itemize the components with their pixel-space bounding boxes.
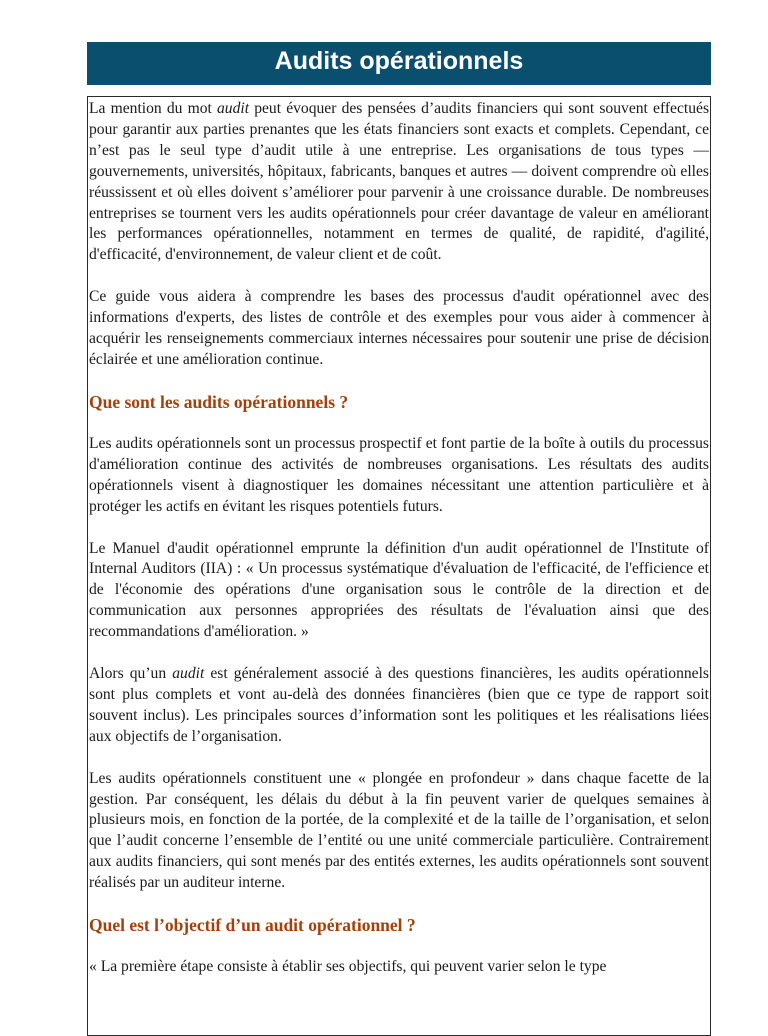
intro-paragraph-1 bbox=[89, 99, 709, 266]
section1-p3-start: Alors qu’un bbox=[89, 665, 173, 683]
section1-paragraph-1: Les audits opérationnels sont un processus prospectif et font partie de la boîte à outils du processus d'amélioration continue des activités de nombreuses organisations. Les résultats des audits opérationnels visent à diagnostiquer les domaines nécessitant une attention particulière et à protéger les actifs en évitant les risques potentiels futurs. bbox=[89, 434, 709, 515]
section1-p3-end: est généralement associé à des questions financières, les audits opérationnels sont plus complets et vont au-delà des données financières (bien que ce type de rapport soit souvent inclus). Les principales sources d’information sont les politiques et les réalisations liées aux objectifs de l’organisation. bbox=[89, 665, 709, 745]
page-title: Audits opérationnels bbox=[87, 42, 711, 85]
section1-p3-emphasis: audit bbox=[172, 665, 205, 683]
intro-text-start: La mention du mot bbox=[89, 100, 217, 117]
section1-paragraph-4: Les audits opérationnels constituent une « plongée en profondeur » dans chaque facette de la gestion. Par conséquent, les délais du début à la fin peuvent varier de quelques semaines à plusieurs mois, en fonction de la portée, de la complexité et de la taille de l’organisation, et selon que l’audit concerne l’ensemble de l’entité ou une unité commerciale particulière. Contrairement aux audits financiers, qui sont menés par des entités externes, les audits opérationnels sont souvent réalisés par un auditeur interne. bbox=[89, 769, 709, 892]
intro-emphasis: audit bbox=[217, 100, 250, 117]
section-heading-what-are: Que sont les audits opérationnels ? bbox=[89, 391, 349, 412]
intro-paragraph-2: Ce guide vous aidera à comprendre les bases des processus d'audit opérationnel avec des informations d'experts, des listes de contrôle et des exemples pour vous aider à commencer à acquérir les renseignements commerciaux internes nécessaires pour soutenir une prise de décision éclairée et une amélioration continue. bbox=[89, 288, 709, 368]
section1-paragraph-2: Le Manuel d'audit opérationnel emprunte la définition d'un audit opérationnel de l'Institute of Internal Auditors (IIA) : « Un processus systématique d'évaluation de l'efficacité, de l'efficience et de l'économie des opérations d'une organisation sous le contrôle de la direction et de communication aux personnes appropriées des résultats de l'évaluation ainsi que des recommandations d'amélioration. » bbox=[89, 539, 709, 641]
section-heading-objective: Quel est l’objectif d’un audit opérationnel ? bbox=[89, 915, 416, 936]
document-body bbox=[87, 96, 711, 1036]
section2-paragraph-1: « La première étape consiste à établir ses objectifs, qui peuvent varier selon le type bbox=[89, 958, 607, 976]
intro-text-end: peut évoquer des pensées d’audits financiers qui sont souvent effectués pour garantir aux parties prenantes que les états financiers sont exacts et complets. Cependant, ce n’est pas le seul type d’audit utile à une entreprise. Les organisations de tous types — gouvernements, universités, hôpitaux, fabricants, banques et autres — doivent comprendre où elles réussissent et où elles doivent s’améliorer pour parvenir à une croissance durable. De nombreuses entreprises se tournent vers les audits opérationnels pour créer davantage de valeur en améliorant les performances opérationnelles, notamment en termes de qualité, de rapidité, d'agilité, d'efficacité, d'environnement, de valeur client et de coût. bbox=[89, 100, 710, 264]
section1-paragraph-3 bbox=[89, 664, 709, 748]
